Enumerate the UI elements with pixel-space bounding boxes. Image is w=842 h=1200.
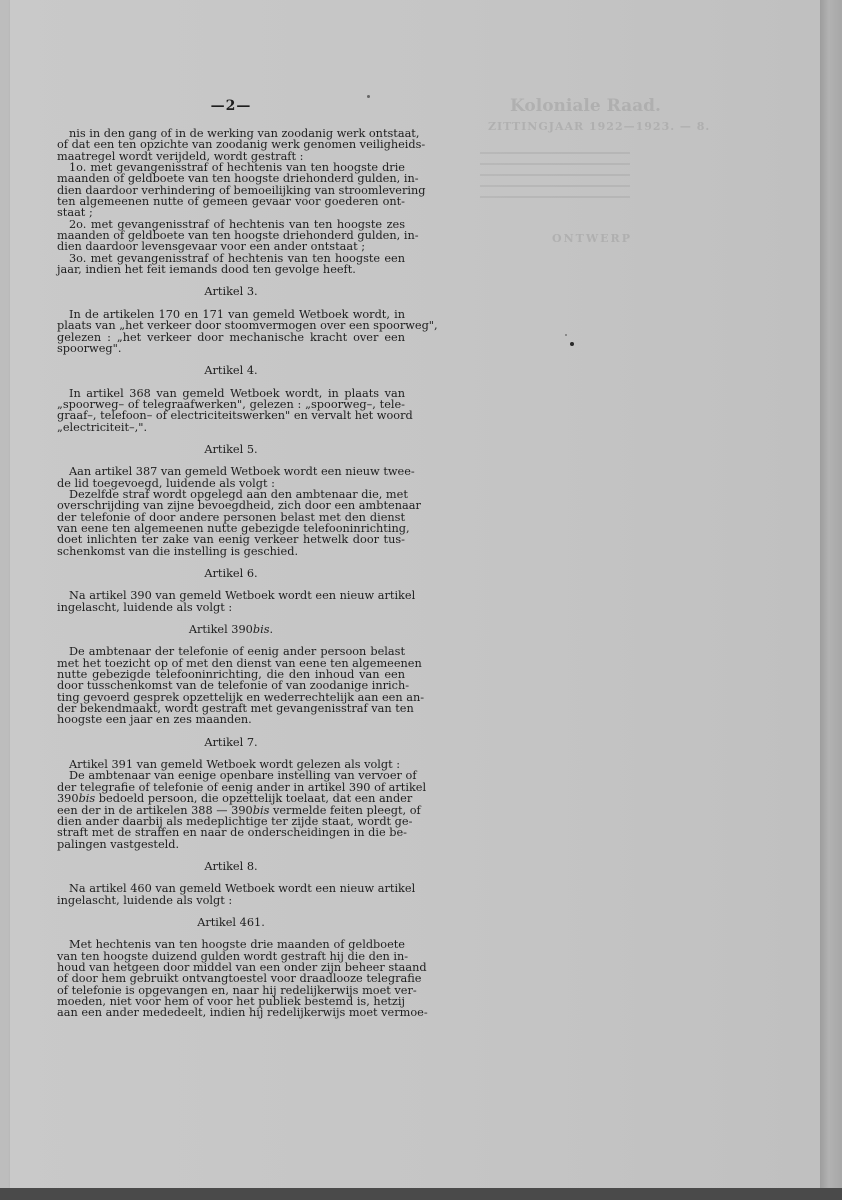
paragraph (57, 217, 419, 254)
text-line: van eene ten algemeenen nutte gebezigde telefooninrichting, (57, 521, 410, 535)
text-line: 2o. met gevangenisstraf of hechtenis van ten hoogste zes (69, 217, 405, 231)
text-line: een der in de artikelen 388 — 390bis vermelde feiten pleegt, of (57, 803, 421, 817)
text-line: van ten hoogste duizend gulden wordt gestraft hij die den in- (57, 949, 409, 963)
paragraph (57, 882, 416, 907)
article-heading: Artikel 5. (204, 442, 258, 456)
text-line: Met hechtenis van ten hoogste drie maanden of geldboete (69, 938, 405, 952)
text-line: nis in den gang of in de werking van zoodanig werk ontstaat, (69, 127, 420, 140)
text-line: ten algemeenen nutte of gemeen gevaar voor goederen ont- (57, 195, 405, 209)
text-line: Na artikel 390 van gemeld Wetboek wordt een nieuw artikel (69, 589, 416, 603)
text-line: De ambtenaar van eenige openbare instelling van vervoer of (69, 769, 417, 783)
article-heading: Artikel 4. (204, 364, 258, 378)
text-line: nutte gebezigde telefooninrichting, die den inhoud van een (57, 668, 405, 682)
bleed-through-lines (480, 152, 630, 207)
text-line: dien daardoor levensgevaar voor een ander ontstaat ; (57, 240, 366, 254)
article-heading: Artikel 390bis. (188, 623, 274, 637)
paragraph (57, 645, 425, 727)
ink-speck (570, 342, 574, 346)
text-line: dien ander daarbij als medeplichtige ter zijde staat, wordt ge- (57, 814, 413, 828)
text-line: of telefonie is opgevangen en, naar hij redelijkerwijs moet ver- (57, 983, 417, 997)
text-line: ingelascht, luidende als volgt : (57, 893, 233, 907)
text-line: de lid toegevoegd, luidende als volgt : (57, 476, 275, 490)
text-line: der telegrafie of telefonie of eenig ander in artikel 390 of artikel (57, 780, 427, 794)
text-line: jaar, indien het feit iemands dood ten gevolge heeft. (57, 263, 356, 277)
paragraph (57, 253, 405, 276)
text-line: Artikel 391 van gemeld Wetboek wordt gelezen als volgt : (69, 758, 401, 772)
text-line: of door hem gebruikt ontvangtoestel voor draadlooze telegrafie (57, 972, 422, 986)
document-body (57, 127, 438, 1020)
article-heading: Artikel 3. (204, 285, 258, 299)
text-line: of dat een ten opzichte van zoodanig werk genomen veiligheids- (57, 138, 426, 152)
bleed-through-title: Koloniale Raad. (510, 96, 661, 116)
text-line: maatregel wordt verijdeld, wordt gestraft : (57, 149, 304, 163)
text-line: aan een ander mededeelt, indien hij redelijkerwijs moet vermoe- (57, 1006, 428, 1020)
text-line: 390bis bedoeld persoon, die opzettelijk toelaat, dat een ander (57, 792, 413, 806)
paragraph (57, 938, 428, 1020)
text-line: plaats van „het verkeer door stoomvermogen over een spoorweg", (57, 319, 438, 333)
text-line: spoorweg". (57, 341, 122, 355)
text-line: houd van hetgeen door middel van een onder zijn beheer staand (57, 960, 427, 974)
next-page-edge (820, 0, 842, 1200)
text-line: palingen vastgesteld. (57, 837, 180, 851)
text-line: moeden, niet voor hem of voor het publiek bestemd is, hetzij (57, 994, 405, 1008)
text-line: door tusschenkomst van de telefonie of van zoodanige inrich- (57, 679, 410, 693)
paragraph (57, 307, 438, 355)
bleed-through-heading: ONTWERP (552, 232, 632, 245)
text-line: „electriciteit–,". (57, 420, 148, 434)
document-text-column (57, 98, 438, 1020)
article-heading: Artikel 461. (197, 915, 265, 929)
paragraph (57, 386, 413, 434)
text-line: In de artikelen 170 en 171 van gemeld Wetboek wordt, in (69, 307, 405, 321)
text-line: 1o. met gevangenisstraf of hechtenis van ten hoogste drie (69, 161, 405, 175)
text-line: doet inlichten ter zake van eenig verkeer hetwelk door tus- (57, 533, 405, 547)
text-line: der telefonie of door andere personen belast met den dienst (57, 510, 405, 524)
paragraph (57, 161, 426, 220)
text-line: 3o. met gevangenisstraf of hechtenis van ten hoogste een (69, 251, 405, 265)
text-line: staat ; (57, 206, 93, 220)
text-line: straft met de straffen en naar de onderscheidingen in die be- (57, 826, 407, 840)
text-line: ting gevoerd gesprek opzettelijk en wederrechtelijk aan een an- (57, 690, 425, 704)
text-line: dien daardoor verhindering of bemoeilijking van stroomlevering (57, 183, 426, 197)
text-line: Dezelfde straf wordt opgelegd aan den ambtenaar die, met (69, 487, 408, 501)
text-line: Aan artikel 387 van gemeld Wetboek wordt een nieuw twee- (69, 465, 415, 479)
text-line: met het toezicht op of met den dienst van eene ten algemeenen (57, 656, 422, 670)
article-heading: Artikel 6. (204, 567, 258, 580)
text-line: In artikel 368 van gemeld Wetboek wordt, in plaats van (69, 386, 405, 400)
text-line: overschrijding van zijne bevoegdheid, zich door een ambtenaar (57, 499, 421, 513)
text-line: Na artikel 460 van gemeld Wetboek wordt een nieuw artikel (69, 882, 416, 896)
paragraph (57, 127, 426, 163)
text-line: De ambtenaar der telefonie of eenig ander persoon belast (69, 645, 405, 659)
text-line: „spoorweg– of telegraafwerken", gelezen : „spoorweg–, tele- (57, 397, 405, 411)
paragraph (57, 487, 421, 558)
ink-speck (565, 334, 567, 336)
text-line: gelezen : „het verkeer door mechanische kracht over een (57, 330, 405, 344)
article-heading: Artikel 8. (204, 859, 258, 873)
text-line: schenkomst van die instelling is geschied. (57, 544, 299, 558)
text-line: ingelascht, luidende als volgt : (57, 600, 233, 614)
text-line: maanden of geldboete van ten hoogste driehonderd gulden, in- (57, 229, 419, 243)
paragraph (57, 589, 416, 614)
bleed-through-subtitle: ZITTINGJAAR 1922—1923. — 8. (488, 120, 711, 133)
text-line: maanden of geldboete van ten hoogste driehonderd gulden, in- (57, 172, 419, 186)
text-line: der bekendmaakt, wordt gestraft met gevangenisstraf van ten (57, 702, 414, 716)
scan-bottom-edge (0, 1188, 842, 1200)
text-line: hoogste een jaar en zes maanden. (57, 713, 252, 727)
page-number: —2— (210, 98, 252, 114)
article-heading: Artikel 7. (204, 735, 258, 749)
paragraph (57, 465, 415, 490)
text-line: graaf–, telefoon– of electriciteitswerken" en vervalt het woord (57, 409, 413, 423)
paragraph (57, 769, 427, 851)
